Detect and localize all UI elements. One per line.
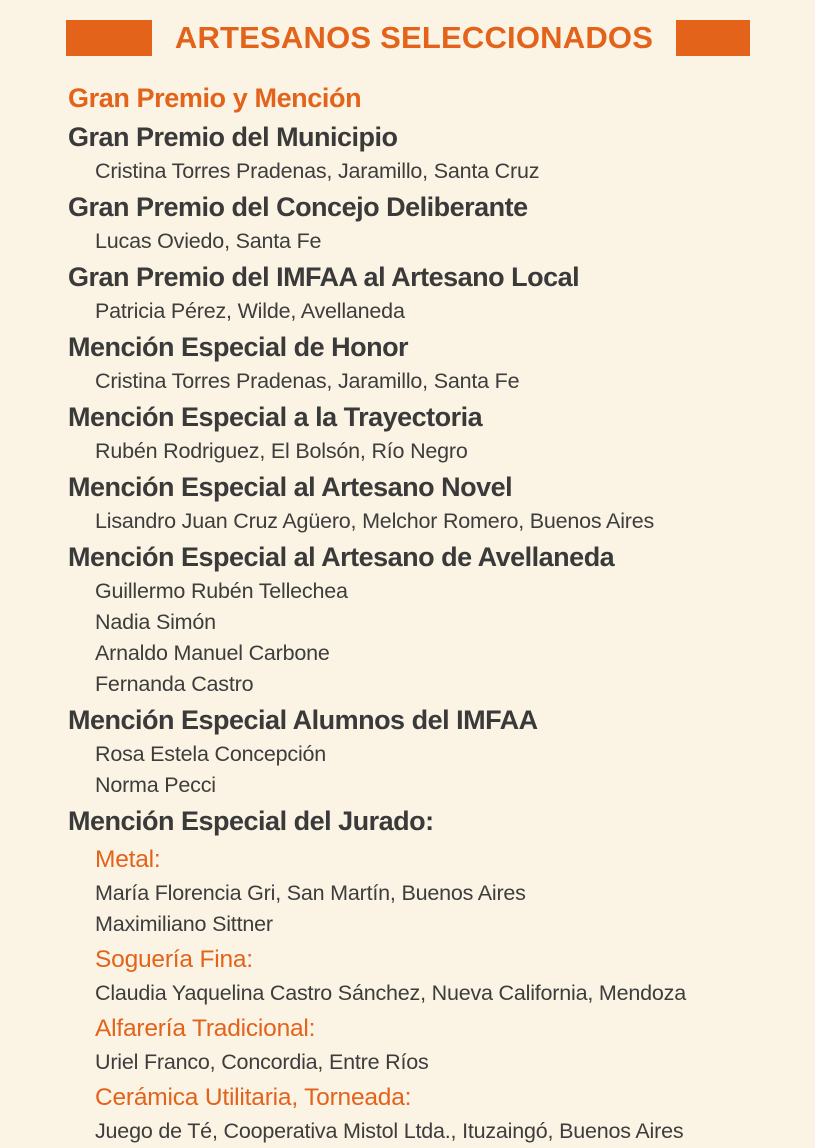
page-header xyxy=(66,18,750,58)
jury-category-name: Cerámica Utilitaria, Torneada: xyxy=(95,1084,412,1111)
award-title: Mención Especial al Artesano Novel xyxy=(68,472,513,502)
award-winner: Fernanda Castro xyxy=(95,672,254,696)
award-winner: Rosa Estela Concepción xyxy=(95,742,327,766)
header-bar-right xyxy=(676,20,750,56)
award-title: Mención Especial a la Trayectoria xyxy=(68,402,483,432)
award-title: Gran Premio del Concejo Deliberante xyxy=(68,192,528,222)
jury-category-ceramica xyxy=(68,1080,788,1147)
award-winner: Nadia Simón xyxy=(95,610,216,634)
award-title: Gran Premio del IMFAA al Artesano Local xyxy=(68,262,580,292)
award-gran-premio-municipio xyxy=(68,118,788,187)
jury-category-name: Soguería Fina: xyxy=(95,946,253,973)
award-mencion-alumnos xyxy=(68,701,788,801)
award-title: Mención Especial del Jurado: xyxy=(68,806,434,836)
award-mencion-novel xyxy=(68,468,788,537)
award-title: Mención Especial de Honor xyxy=(68,332,409,362)
award-winner: Cristina Torres Pradenas, Jaramillo, Santa Cruz xyxy=(95,159,540,183)
award-winner: Guillermo Rubén Tellechea xyxy=(95,579,348,603)
award-gran-premio-imfaa xyxy=(68,258,788,327)
jury-category-metal xyxy=(68,842,788,940)
award-winner: Arnaldo Manuel Carbone xyxy=(95,641,330,665)
award-winner: Norma Pecci xyxy=(95,773,216,797)
header-bar-left xyxy=(66,20,152,56)
section-heading: Gran Premio y Mención xyxy=(68,83,362,113)
award-mencion-avellaneda xyxy=(68,538,788,700)
jury-category-alfareria xyxy=(68,1011,788,1078)
award-winner: Juego de Té, Cooperativa Mistol Ltda., Ituzaingó, Buenos Aires xyxy=(95,1119,684,1143)
awards-list xyxy=(68,78,788,1148)
award-title: Gran Premio del Municipio xyxy=(68,122,398,152)
page-title: ARTESANOS SELECCIONADOS xyxy=(174,20,654,55)
award-mencion-honor xyxy=(68,328,788,397)
award-winner: Cristina Torres Pradenas, Jaramillo, Santa Fe xyxy=(95,369,520,393)
award-gran-premio-concejo xyxy=(68,188,788,257)
award-winner: Uriel Franco, Concordia, Entre Ríos xyxy=(95,1050,429,1074)
jury-category-name: Alfarería Tradicional: xyxy=(95,1015,316,1042)
award-winner: María Florencia Gri, San Martín, Buenos Aires xyxy=(95,881,526,905)
award-title: Mención Especial al Artesano de Avellaneda xyxy=(68,542,615,572)
award-mencion-jurado xyxy=(68,802,788,1147)
jury-category-name: Metal: xyxy=(95,846,161,873)
jury-category-soguería xyxy=(68,942,788,1009)
award-winner: Claudia Yaquelina Castro Sánchez, Nueva California, Mendoza xyxy=(95,981,686,1005)
award-mencion-trayectoria xyxy=(68,398,788,467)
award-winner: Rubén Rodriguez, El Bolsón, Río Negro xyxy=(95,439,468,463)
award-winner: Lisandro Juan Cruz Agüero, Melchor Romero, Buenos Aires xyxy=(95,509,655,533)
award-title: Mención Especial Alumnos del IMFAA xyxy=(68,705,538,735)
award-winner: Maximiliano Sittner xyxy=(95,912,273,936)
award-winner: Lucas Oviedo, Santa Fe xyxy=(95,229,322,253)
award-winner: Patricia Pérez, Wilde, Avellaneda xyxy=(95,299,405,323)
